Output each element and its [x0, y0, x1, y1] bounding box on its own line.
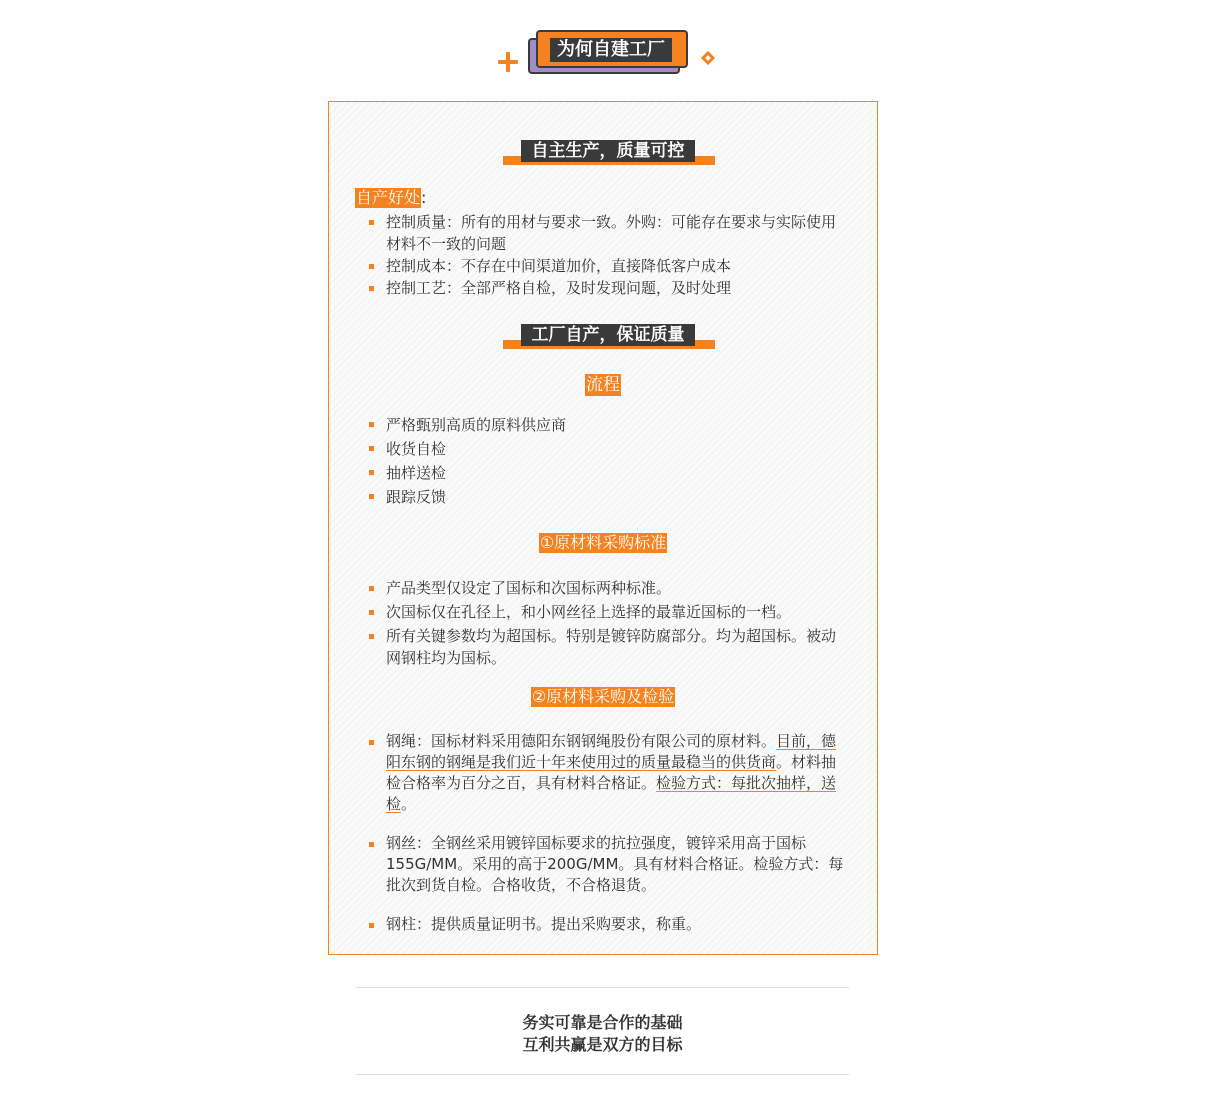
benefits-label-colon: :: [421, 188, 427, 207]
process-list: [369, 413, 849, 509]
standard-label: ①原材料采购标准: [539, 533, 667, 552]
footer-divider-bottom: [356, 1074, 849, 1075]
list-item: 次国标仅在孔径上，和小网丝径上选择的最靠近国标的一档。: [369, 601, 849, 623]
benefits-list: [369, 211, 849, 299]
steel-rope-text: 钢绳：国标材料采用德阳东钢钢绳股份有限公司的原材料。: [386, 732, 777, 750]
list-item: 控制质量：所有的用材与要求一致。外购：可能存在要求与实际使用材料不一致的问题: [369, 211, 849, 255]
process-label: 流程: [586, 375, 620, 395]
benefits-label: 自产好处: [356, 188, 421, 207]
list-item: 收货自检: [369, 437, 849, 461]
list-item: 抽样送检: [369, 461, 849, 485]
section-heading-text: 工厂自产，保证质量: [521, 324, 695, 346]
list-item: 钢丝：全钢丝采用镀锌国标要求的抗拉强度，镀锌采用高于国标155G/MM。采用的高于200G/MM。具有材料合格证。检验方式：每批次到货自检。合格收货，不合格退货。: [369, 833, 849, 896]
footer-slogan-line-1: 务实可靠是合作的基础: [522, 1013, 683, 1032]
plus-icon: [498, 52, 518, 72]
inspection-list: [369, 731, 849, 935]
process-label-row: [329, 374, 877, 396]
inspection-label: ②原材料采购及检验: [531, 687, 675, 706]
footer-divider-top: [356, 987, 849, 988]
list-item: [369, 731, 849, 815]
standard-list: [369, 577, 849, 669]
steel-rope-end: 。: [401, 795, 417, 813]
standard-label-row: [329, 533, 877, 553]
title-banner: [0, 0, 1232, 90]
content-card: [328, 101, 878, 955]
page-title: 为何自建工厂: [550, 38, 672, 62]
diamond-icon: [701, 51, 715, 65]
list-item: 严格甄别高质的原料供应商: [369, 413, 849, 437]
list-item: 钢柱：提供质量证明书。提出采购要求，称重。: [369, 914, 849, 935]
inspection-label-row: [329, 687, 877, 707]
list-item: 所有关键参数均为超国标。特别是镀锌防腐部分。均为超国标。被动网钢柱均为国标。: [369, 625, 849, 669]
list-item: 控制工艺：全部严格自检，及时发现问题，及时处理: [369, 277, 849, 299]
benefits-label-row: [355, 188, 426, 208]
section-heading-1: [503, 140, 715, 170]
list-item: 控制成本：不存在中间渠道加价，直接降低客户成本: [369, 255, 849, 277]
list-item: 跟踪反馈: [369, 485, 849, 509]
list-item: 产品类型仅设定了国标和次国标两种标准。: [369, 577, 849, 599]
steel-rope-supplier-note: 目前，德阳东钢的钢绳是我们近十年来使用过的质量最稳当的供货商: [386, 732, 837, 771]
steel-rope-inspection-method: 检验方式：每批次抽样，送检: [386, 774, 837, 813]
section-heading-text: 自主生产，质量可控: [521, 140, 695, 162]
footer-slogan: [356, 1012, 849, 1056]
steel-rope-qualification: 。材料抽检合格率为百分之百，具有材料合格证。: [386, 753, 837, 792]
section-heading-2: [503, 324, 715, 354]
footer-slogan-line-2: 互利共赢是双方的目标: [522, 1035, 683, 1054]
